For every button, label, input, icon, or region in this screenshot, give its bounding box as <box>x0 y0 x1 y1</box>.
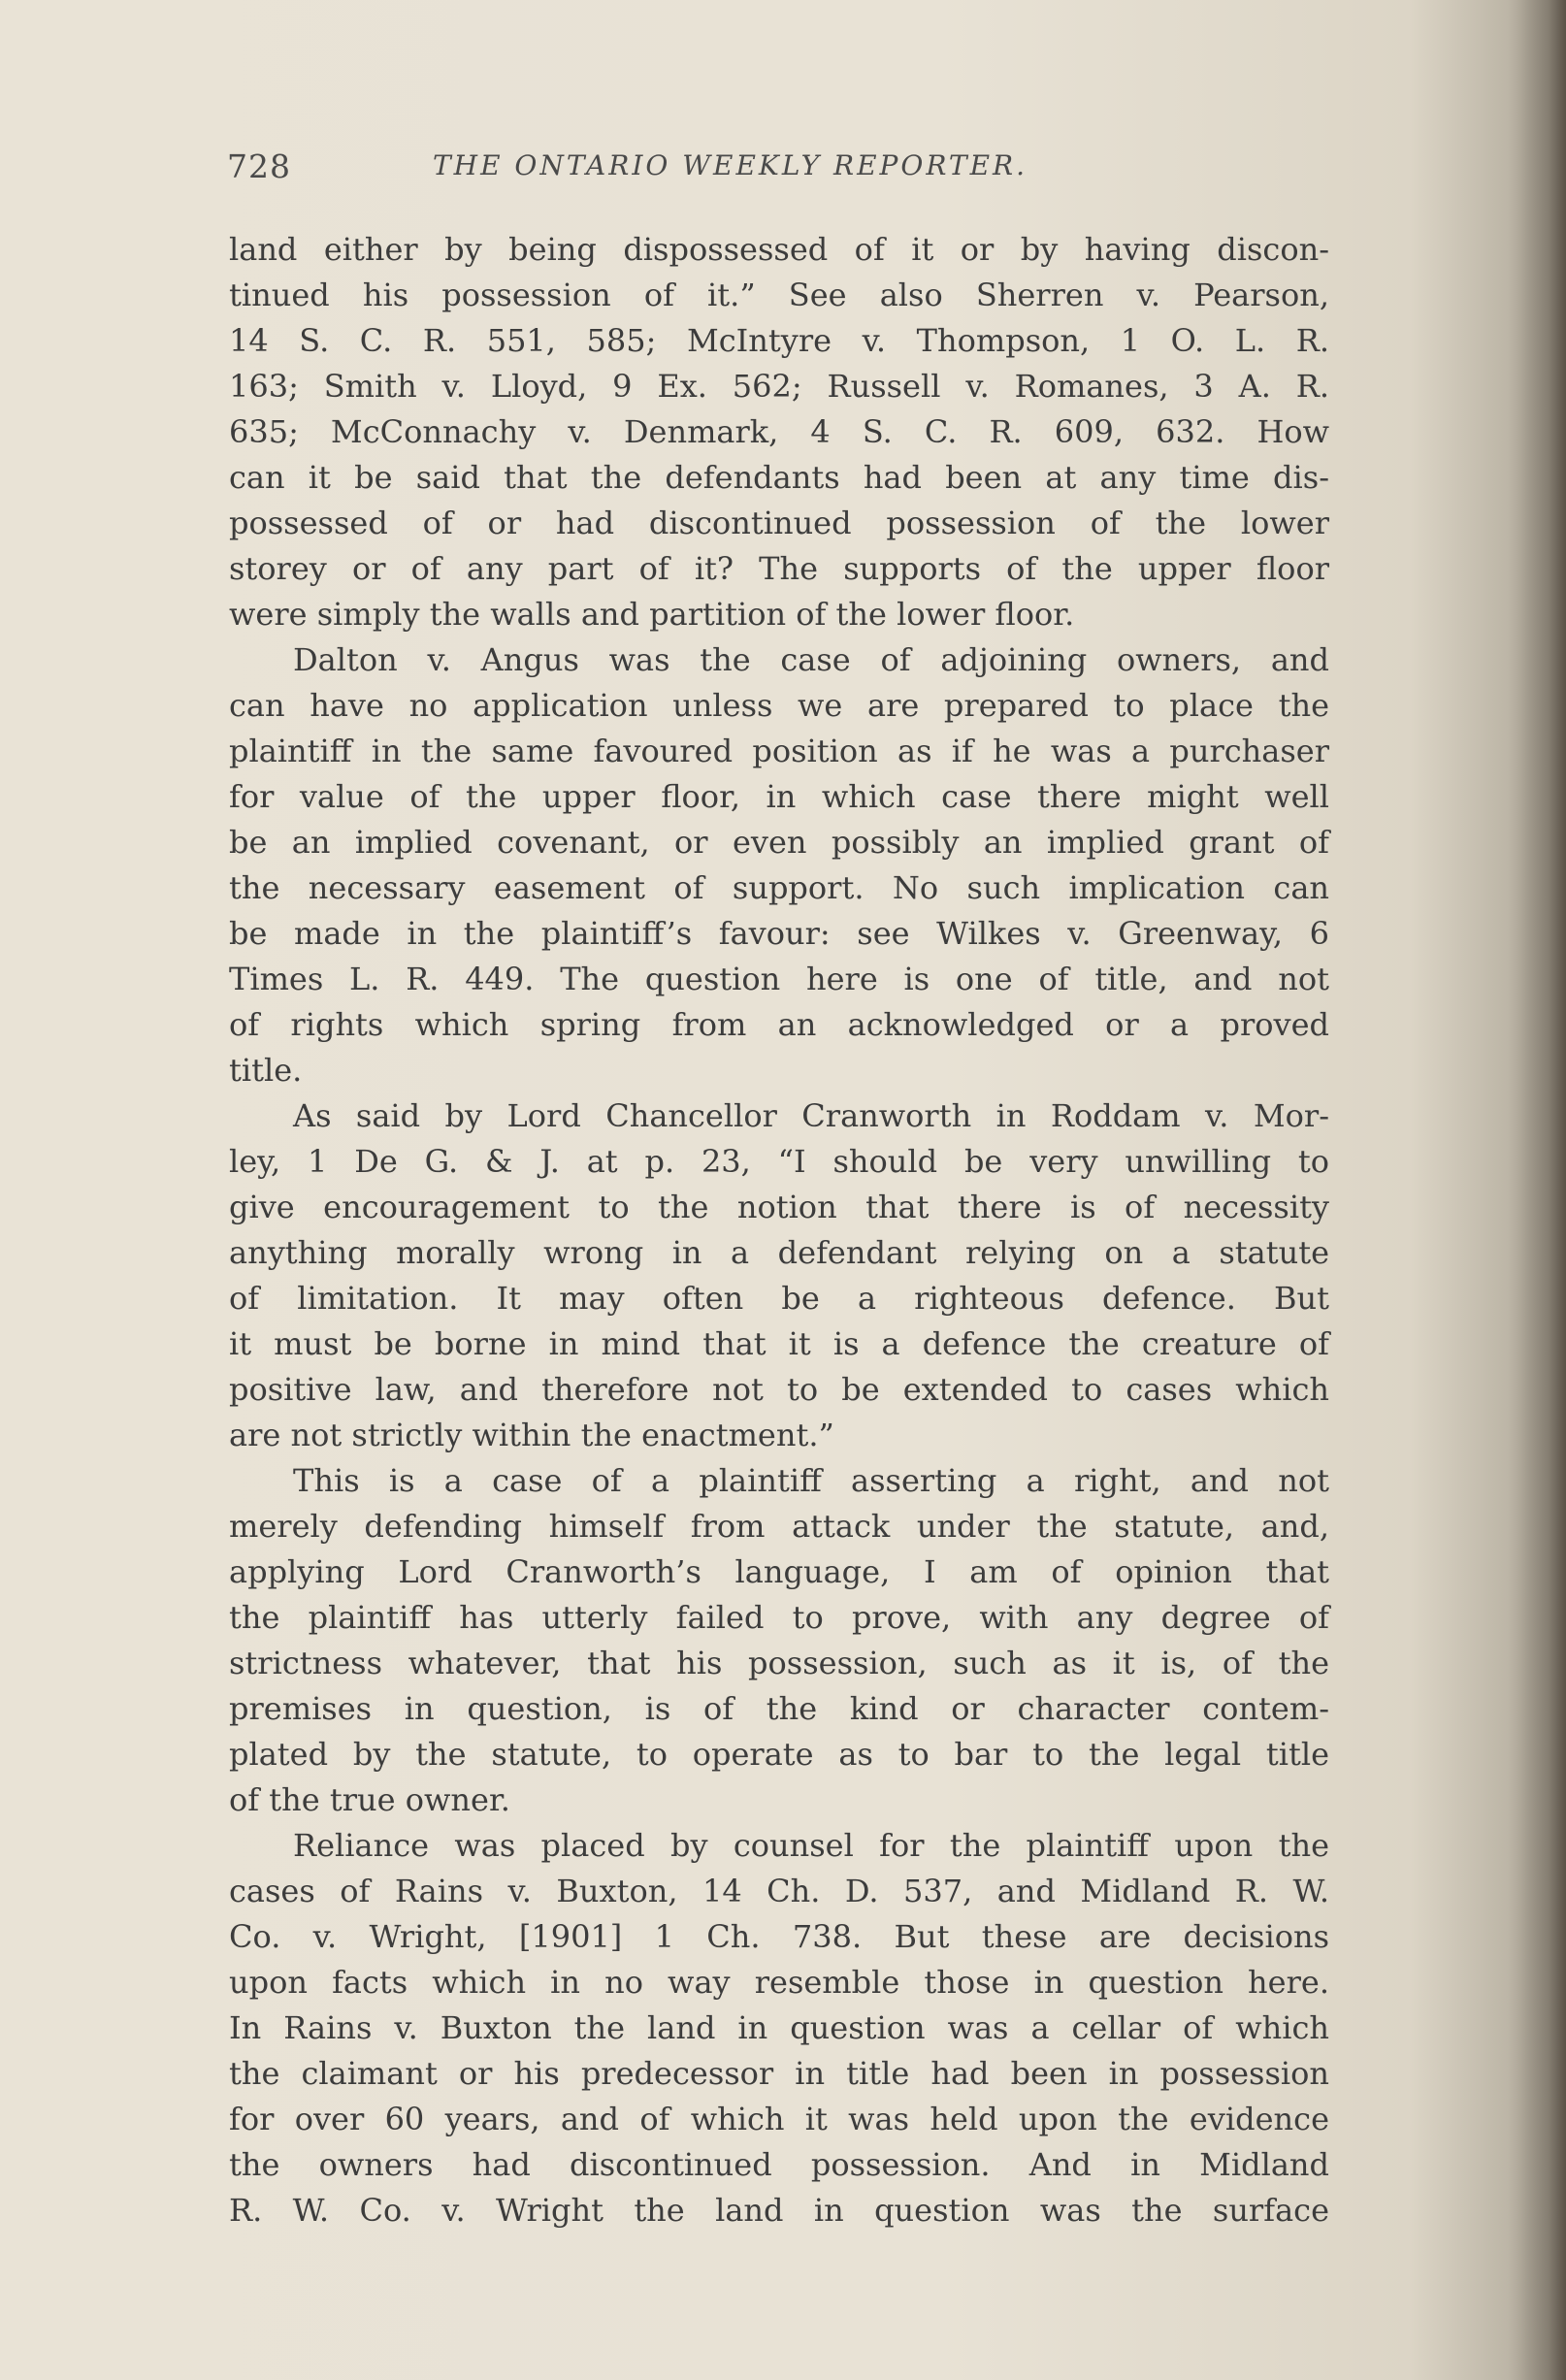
text-line: can have no application unless we are prepared to place the <box>229 687 1329 724</box>
page-header <box>227 147 1333 196</box>
text-line: for over 60 years, and of which it was held upon the evidence <box>229 2101 1329 2137</box>
text-line: are not strictly within the enactment.” <box>229 1417 834 1453</box>
text-line: for value of the upper floor, in which case there might well <box>229 778 1329 815</box>
text-line: give encouragement to the notion that there is of necessity <box>229 1189 1329 1225</box>
text-line: Co. v. Wright, [1901] 1 Ch. 738. But these are decisions <box>229 1918 1329 1955</box>
text-line: title. <box>229 1052 303 1089</box>
text-line: upon facts which in no way resemble those in question here. <box>229 1964 1329 2001</box>
page-edge-shadow <box>1508 0 1566 2380</box>
text-line: merely defending himself from attack under the statute, and, <box>229 1508 1329 1545</box>
text-line: it must be borne in mind that it is a defence the creature of <box>229 1325 1329 1362</box>
text-line: cases of Rains v. Buxton, 14 Ch. D. 537, and Midland R. W. <box>229 1873 1329 1909</box>
text-line: plaintiff in the same favoured position as if he was a purchaser <box>229 733 1329 769</box>
text-line: the necessary easement of support. No such implication can <box>229 869 1329 906</box>
paragraph <box>229 637 1329 1093</box>
page-number: 728 <box>227 147 291 185</box>
text-line: the claimant or his predecessor in title had been in possession <box>229 2055 1329 2092</box>
text-line: applying Lord Cranworth’s language, I am of opinion that <box>229 1553 1329 1590</box>
paragraph <box>229 1093 1329 1458</box>
paragraph <box>229 227 1329 637</box>
text-line: can it be said that the defendants had been at any time dis- <box>229 459 1329 496</box>
text-line: the owners had discontinued possession. And in Midland <box>229 2146 1329 2183</box>
text-line: anything morally wrong in a defendant relying on a statute <box>229 1234 1329 1271</box>
text-line: 635; McConnachy v. Denmark, 4 S. C. R. 609, 632. How <box>229 413 1329 450</box>
text-line: tinued his possession of it.” See also Sherren v. Pearson, <box>229 277 1329 313</box>
text-line: possessed of or had discontinued possession of the lower <box>229 505 1329 541</box>
running-title: THE ONTARIO WEEKLY REPORTER. <box>433 149 1028 181</box>
text-line: R. W. Co. v. Wright the land in question was the surface <box>229 2192 1329 2229</box>
text-line: storey or of any part of it? The supports of the upper floor <box>229 550 1329 587</box>
text-line: In Rains v. Buxton the land in question was a cellar of which <box>229 2009 1329 2046</box>
text-line: of the true owner. <box>229 1781 510 1818</box>
text-line: of rights which spring from an acknowledged or a proved <box>229 1006 1329 1043</box>
body-text <box>229 227 1329 2233</box>
text-line: plated by the statute, to operate as to bar to the legal title <box>229 1736 1329 1773</box>
text-line: Dalton v. Angus was the case of adjoining owners, and <box>293 641 1329 678</box>
text-line: positive law, and therefore not to be extended to cases which <box>229 1371 1329 1408</box>
paragraph <box>229 1823 1329 2233</box>
paragraph <box>229 1458 1329 1823</box>
text-line: be made in the plaintiff’s favour: see Wilkes v. Greenway, 6 <box>229 915 1329 952</box>
text-line: 163; Smith v. Lloyd, 9 Ex. 562; Russell v. Romanes, 3 A. R. <box>229 368 1329 405</box>
text-line: As said by Lord Chancellor Cranworth in Roddam v. Mor- <box>293 1097 1329 1134</box>
text-line: Reliance was placed by counsel for the plaintiff upon the <box>293 1827 1329 1864</box>
text-line: were simply the walls and partition of the lower floor. <box>229 596 1075 633</box>
text-line: premises in question, is of the kind or character contem- <box>229 1690 1329 1727</box>
text-line: strictness whatever, that his possession, such as it is, of the <box>229 1645 1329 1681</box>
text-line: be an implied covenant, or even possibly an implied grant of <box>229 824 1329 861</box>
text-line: the plaintiff has utterly failed to prove, with any degree of <box>229 1599 1329 1636</box>
text-line: land either by being dispossessed of it or by having discon- <box>229 231 1329 268</box>
text-line: This is a case of a plaintiff asserting a right, and not <box>293 1462 1329 1499</box>
text-line: Times L. R. 449. The question here is one of title, and not <box>229 961 1329 997</box>
text-line: of limitation. It may often be a righteous defence. But <box>229 1280 1329 1317</box>
text-line: ley, 1 De G. & J. at p. 23, “I should be very unwilling to <box>229 1143 1329 1180</box>
text-line: 14 S. C. R. 551, 585; McIntyre v. Thompson, 1 O. L. R. <box>229 322 1329 359</box>
